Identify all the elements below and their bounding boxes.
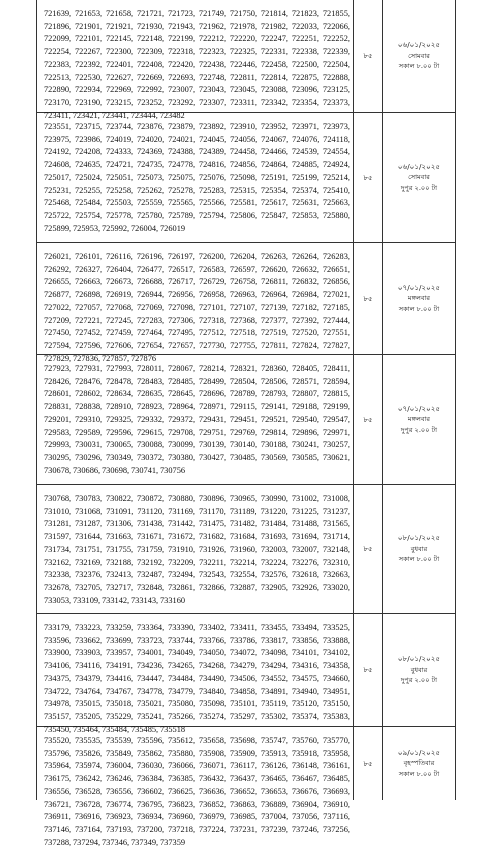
- exam-date: ০৬/০১/২০২৫: [397, 40, 441, 50]
- count-cell: ৮৫: [354, 614, 383, 726]
- exam-time: সকাল ৮.০০ টা: [398, 555, 440, 564]
- roll-numbers-cell: 727923, 727931, 727993, 728011, 728067, 728214, 728321, 728360, 728405, 728411, 728426, 728476, 728478, 728483, 728485, 728499, 728504, 728506, 728571, 728594, 728601, 728602, 728634, 728635, 728645, 728696, 728789, 728793, 728807, 728815, 728831, 728838, 728910, 728923, 728964, 728971, 729115, 729141, 729188, 729199, 729201, 729310, 729325, 729332, 729372, 729431, 729451, 729521, 729540, 729547, 729583, 729589, 729596, 729615, 729708, 729751, 729769, 729814, 729896, 729971, 729993, 730031, 730065, 730088, 730099, 730139, 730140, 730188, 730241, 730257, 730295, 730296, 730349, 730372, 730380, 730427, 730485, 730569, 730585, 730621, 730678, 730686, 730698, 730741, 730756: [37, 355, 354, 484]
- exam-date: ০৭/০১/২০২৫: [397, 403, 441, 413]
- exam-day: সোমবার: [408, 173, 430, 182]
- table-row: [37, 614, 455, 734]
- exam-date: ০৮/০১/২০২৫: [397, 533, 441, 543]
- exam-time: সকাল ৮.০০ টা: [398, 62, 440, 71]
- table-row: [37, 243, 455, 363]
- date-time-cell: [383, 614, 455, 726]
- roll-numbers-cell: 721639, 721653, 721658, 721721, 721723, 721749, 721750, 721814, 721823, 721855, 721896, 721901, 721921, 721930, 721943, 721962, 721978, 721982, 722033, 722066, 722099, 722101, 722145, 722148, 722199, 722212, 722220, 722247, 722251, 722252, 722254, 722267, 722300, 722309, 722318, 722323, 722325, 722331, 722338, 722339, 722383, 722392, 722401, 722408, 722420, 722438, 722446, 722458, 722500, 722504, 722513, 722530, 722627, 722669, 722693, 722748, 722811, 722814, 722875, 722888, 722890, 722934, 722969, 722992, 723007, 723043, 723045, 723088, 723096, 723125, 723170, 723190, 723215, 723252, 723292, 723307, 723311, 723342, 723354, 723373, 723411, 723421, 723441, 723444, 723482: [37, 0, 354, 112]
- roll-numbers-cell: 730768, 730783, 730822, 730872, 730880, 730896, 730965, 730990, 731002, 731008, 731010, 731068, 731091, 731120, 731169, 731170, 731189, 731220, 731225, 731237, 731281, 731287, 731306, 731438, 731442, 731475, 731482, 731484, 731488, 731565, 731597, 731644, 731663, 731671, 731672, 731682, 731684, 731693, 731694, 731714, 731734, 731751, 731755, 731759, 731910, 731926, 731960, 732003, 732007, 732148, 732162, 732169, 732188, 732192, 732209, 732211, 732214, 732224, 732276, 732310, 732338, 732376, 732413, 732487, 732494, 732543, 732554, 732576, 732618, 732663, 732678, 732705, 732717, 732848, 732861, 732866, 732887, 732905, 732926, 733020, 733053, 733109, 733142, 733143, 733160: [37, 485, 354, 613]
- exam-time: দুপুর ২.০০ টা: [400, 183, 438, 192]
- date-time-cell: [383, 485, 455, 613]
- exam-time: দুপুর ২.০০ টা: [400, 676, 438, 685]
- exam-day: সোমবার: [408, 51, 430, 60]
- exam-day: বুধবার: [410, 665, 428, 674]
- date-time-cell: [383, 0, 455, 112]
- count-cell: ৮৫: [354, 243, 383, 354]
- count-cell: ৮৫: [354, 0, 383, 112]
- exam-date: ০৯/০১/২০২৫: [397, 747, 441, 757]
- exam-time: সকাল ৮.০০ টা: [398, 304, 440, 313]
- roll-numbers-cell: 735520, 735535, 735539, 735596, 735612, 735658, 735698, 735747, 735760, 735770, 735796, 735826, 735849, 735862, 735880, 735908, 735909, 735913, 735918, 735958, 735964, 735974, 736004, 736030, 736066, 736071, 736117, 736126, 736148, 736161, 736175, 736242, 736246, 736384, 736385, 736432, 736437, 736465, 736467, 736485, 736556, 736528, 736556, 736602, 736625, 736636, 736652, 736653, 736676, 736693, 736721, 736728, 736774, 736795, 736823, 736852, 736863, 736889, 736904, 736910, 736911, 736916, 736923, 736934, 736960, 736979, 736985, 737004, 737056, 737116, 737146, 737164, 737193, 737200, 737218, 737224, 737231, 737239, 737246, 737256, 737288, 737294, 737346, 737349, 737359: [37, 727, 354, 800]
- exam-date: ০৬/০১/২০২৫: [397, 161, 441, 171]
- exam-day: বৃহস্পতিবার: [403, 759, 435, 768]
- exam-day: বুধবার: [410, 544, 428, 553]
- date-time-cell: [383, 243, 455, 354]
- roll-numbers-cell: 723551, 723715, 723744, 723876, 723879, 723892, 723910, 723952, 723971, 723973, 723975, 723986, 724019, 724020, 724021, 724045, 724056, 724067, 724076, 724118, 724192, 724208, 724333, 724369, 724388, 724389, 724458, 724466, 724539, 724554, 724608, 724635, 724721, 724735, 724778, 724816, 724856, 724864, 724885, 724924, 725017, 725024, 725051, 725073, 725075, 725076, 725098, 725191, 725199, 725214, 725231, 725255, 725258, 725262, 725278, 725283, 725315, 725354, 725374, 725410, 725468, 725484, 725503, 725559, 725565, 725566, 725581, 725617, 725631, 725663, 725722, 725754, 725778, 725780, 725789, 725794, 725806, 725847, 725853, 725880, 725899, 725953, 725992, 726004, 726019: [37, 113, 354, 242]
- count-cell: ৮৫: [354, 727, 383, 800]
- date-time-cell: [383, 113, 455, 242]
- exam-day: মঙ্গলবার: [407, 294, 431, 303]
- exam-date: ০৭/০১/২০২৫: [397, 282, 441, 292]
- exam-day: মঙ্গলবার: [407, 415, 431, 424]
- count-cell: ৮৫: [354, 113, 383, 242]
- table-row: [37, 113, 455, 243]
- roll-numbers-cell: 733179, 733223, 733259, 733364, 733390, 733402, 733411, 733455, 733494, 733525, 733596, 733662, 733699, 733723, 733744, 733766, 733786, 733817, 733856, 733888, 733900, 733903, 733957, 734001, 734049, 734050, 734072, 734098, 734101, 734102, 734106, 734116, 734191, 734236, 734265, 734268, 734279, 734294, 734316, 734358, 734375, 734379, 734416, 734447, 734484, 734490, 734506, 734552, 734575, 734660, 734722, 734764, 734767, 734778, 734779, 734840, 734858, 734891, 734940, 734951, 734978, 735015, 735018, 735021, 735080, 735098, 735101, 735119, 735120, 735150, 735157, 735205, 735229, 735241, 735266, 735274, 735297, 735302, 735374, 735383, 735450, 735464, 735484, 735485, 735518: [37, 614, 354, 726]
- table-row: [37, 727, 455, 847]
- exam-time: দুপুর ২.০০ টা: [400, 425, 438, 434]
- exam-time: সকাল ৮.০০ টা: [398, 769, 440, 778]
- table-row: [37, 0, 455, 120]
- table-row: [37, 485, 455, 614]
- count-cell: ৮৫: [354, 355, 383, 484]
- count-cell: ৮৫: [354, 485, 383, 613]
- roll-numbers-cell: 726021, 726101, 726116, 726196, 726197, 726200, 726204, 726263, 726264, 726283, 726292, 726327, 726404, 726477, 726517, 726583, 726597, 726620, 726632, 726651, 726655, 726663, 726673, 726688, 726717, 726729, 726758, 726811, 726832, 726856, 726877, 726898, 726919, 726944, 726956, 726958, 726963, 726964, 726984, 727021, 727022, 727057, 727068, 727069, 727098, 727101, 727107, 727139, 727182, 727185, 727209, 727221, 727245, 727283, 727306, 727318, 727368, 727377, 727392, 727444, 727450, 727452, 727459, 727464, 727495, 727512, 727518, 727519, 727520, 727551, 727594, 727596, 727606, 727654, 727657, 727730, 727755, 727811, 727824, 727827, 727829, 727836, 727857, 727876: [37, 243, 354, 354]
- exam-date: ০৮/০১/২০২৫: [397, 654, 441, 664]
- exam-schedule-table: [36, 0, 456, 847]
- date-time-cell: [383, 727, 455, 800]
- date-time-cell: [383, 355, 455, 484]
- table-row: [37, 355, 455, 485]
